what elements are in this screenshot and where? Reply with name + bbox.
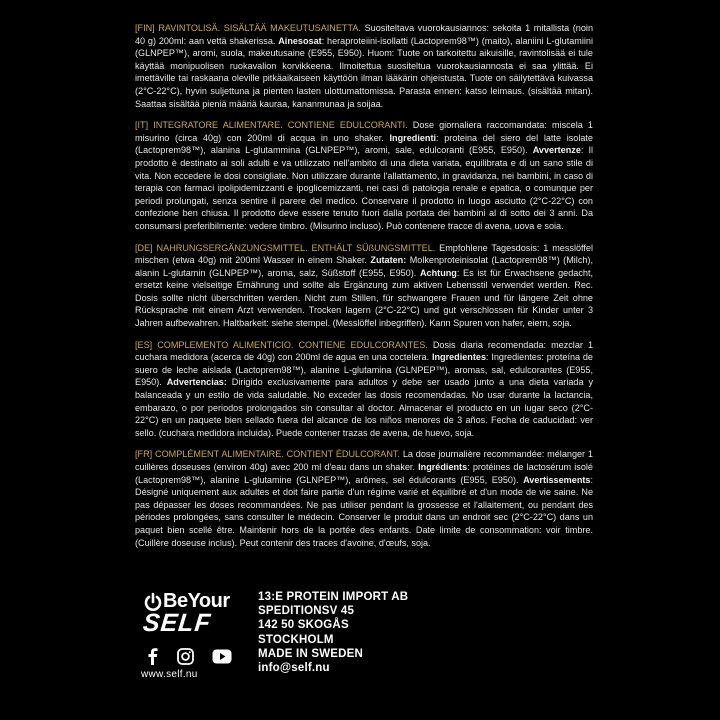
body-text: Dirigido exclusivamente para adultos y debe ser usado junto a una dieta variada y balanceada y un estilo de vida saludable. No exceder las dosis recomendadas. No usar durante la lactancia, embarazo, o por periodos prolongados sin consultar al doctor. Almacenar el producto en un lugar seco (2°C-22°C) en un paquete bien sellado fuera del alcance de los niños menores de 3 años. Fecha de caducidad: ver sello. (cuchara medidora incluida). Puede contener trazas de avena, de huevo, soja. [135,377,593,438]
bold-label: Zutaten: [370,255,407,266]
postal-code: 142 50 SKOGÅS [258,619,349,632]
address-block [258,590,408,675]
bold-label: Ingredientes [431,352,487,363]
bold-label: Achtung [419,267,457,278]
bold-label: Avvertenze [532,145,581,156]
body-text: : proteina del siero del latte isolate (Lactoprem98™), alanina L-glutammina (GLNPEP™), aromi, sale, edulcoranti (E955, E950). [135,132,593,156]
company-name: 13:E PROTEIN IMPORT AB [258,591,409,603]
section-fin [135,22,593,110]
bold-label: Avertissements [523,474,591,485]
instagram-icon[interactable] [177,648,194,665]
label-text-block [135,22,593,558]
body-text: Suositeltava vuorokausiannos: sekoita 1 mitallista (noin 40 g) 200ml: aan vettä shakerissa. [135,23,593,46]
body-text: : Il prodotto è destinato ai soli adulti e va utilizzato nell'ambito di una dieta variata, equilibrata e di un sano stile di vita. Non eccedere le dosi consigliate. Non utilizzare durante l'allattamento, in gravidanza, nei bambini, in caso di terapia con farmaci ipolipidemizzanti e ipoglicemizzanti, nei casi di patologia renale e epatica, o comunque per periodi prolungati, senza sentire il parere del medico. Conservare il prodotto in luogo asciutto (2°C-22°C) con confezione ben chiusa. Il prodotto deve essere tenuto fuori dalla portata dei bambini al di sotto dei 3 anni. Da consumarsi preferibilmente: vedere timbro. (Misurino incluso). Può contenere tracce di avena, uova e soia. [135,145,593,231]
section-es [135,339,593,440]
social-icons [147,648,241,665]
section-de [135,242,593,330]
section-heading: [ES] COMPLEMENTO ALIMENTICIO. CONTIENE EDULCORANTES. [135,339,428,350]
body-text: : heraproteiini-isollatti (Lactoprem98™) (maito), alaniini L-glutamiini (GLNPEP™), aromi, suola, makeutusaine (E955, E950). Huom: Tuote on tarkoitettu aikuisille, ravintolisää ei tule käyttää monipuolisen ruokavalion korvikkeena. Ilmoitettua suositeltua vuorokausiannosta ei saa ylittää. Ei imettäville tai raskaana oleville pitkäaikaiseen käyttöön ilman lääkärin ohjeistusta. Tuote on säilytettävä kuivassa (2°C-22°C), hyvin suljettuna ja pienten lasten ulottumattomissa. Parasta ennen: katso leimaus. (sisältää mitan). Saattaa sisältää pieniä määriä kauraa, kananmunaa ja soijaa. [135,35,593,109]
body-text: Empfohlene Tagesdosis: 1 messlöffel mischen (etwa 40g) mit 200ml Wasser in einem Shaker. [135,242,594,266]
facebook-icon[interactable] [147,648,159,665]
bold-label: Ainesosat [278,35,322,46]
website-link[interactable]: www.self.nu [141,669,198,680]
bold-label: Ingrédients [418,462,468,472]
logo-line2: SELF [141,609,213,637]
section-heading: [FIN] RAVINTOLISÄ. SISÄLTÄÄ MAKEUTUSAINETTA. [135,23,361,33]
body-text: : protéines de lactosérum isolé (Lactoprem98™), alanine L-glutamine (GLNPEP™), arômes, sel édulcorants (E955, E950). [135,462,593,485]
logo-line1: BeYour [163,590,230,612]
email-link[interactable]: info@self.nu [258,662,330,675]
youtube-icon[interactable] [212,649,232,664]
body-text: : Désigné uniquement aux adultes et doit faire partie d'un régime varié et équilibré et d'un mode de vie saine. Ne pas dépasser les doses recommandées. Ne pas utiliser pendant la grossesse et l'allaitement, ou pendant des périodes prolongées, sans consulter le médecin. Conserver le produit dans un endroit sec (2°C-22°C) dans un paquet bien scellé être. Maintenir hors de la portée des enfants. Date limite de consommation: voir timbre. (Cuillère doseuse inclus). Peut contenir des traces d'avoine, d'œufs, soja. [135,474,593,548]
country-of-origin: MADE IN SWEDEN [258,647,364,660]
body-text: Molkenproteinisolat (Lactoprem98™) (Milch), alanin L-glutamin (GLNPEP™), aroma, salz, Süßstoff (E955, E950). [135,255,593,278]
body-text: Dose giornaliera raccomandata: miscela 1 misurino (circa 40g) con 200ml di acqua in uno shaker. [135,120,593,143]
body-text: : Ingredientes: proteína de suero de leche aislada (Lactoprem98™), alanine L-glutamina (GLNPEP™), aromas, sal, edulcorantes (E955, E950). [135,352,593,388]
body-text: Dosis diaria recomendada: mezclar 1 cuchara medidora (acerca de 40g) con 200ml de agua en una coctelera. [135,339,594,363]
section-heading: [DE] NAHRUNGSERGÄNZUNGSMITTEL. ENTHÄLT SÜßUNGSMITTEL. [135,242,436,253]
bold-label: Advertencias: [166,377,227,388]
bold-label: Ingredienti [389,132,437,143]
section-fr [135,448,593,549]
city: STOCKHOLM [258,633,334,646]
brand-logo [143,590,241,680]
section-heading: [IT] INTEGRATORE ALIMENTARE. CONTIENE EDULCORANTI. [135,120,408,131]
section-it [135,119,593,232]
section-heading: [FR] COMPLÉMENT ALIMENTAIRE. CONTIENT ÉDULCORANT. [135,449,401,460]
body-text: La dose journalière recommandée: mélanger 1 cuillères doseuses (environ 40g) avec 200 ml d'eau dans un shaker. [135,449,593,472]
footer [143,590,443,680]
street-address: SPEDITIONSV 45 [258,605,355,618]
body-text: : Es ist für Erwachsene gedacht, ersetzt keine vielseitige Ernährung und sollte als Ergänzung zum aktiven Lebensstil verwendet werden. Rec. Dosis sollte nicht überschritten werden. Nicht zum Stillen, für schwangere Frauen und für längere Zeit ohne Rücksprache mit einem Arzt verwenden. Trocken lagern (2°C-22°C) und gut verschlossen für Kinder unter 3 Jahren aufbewahren. Haltbarkeit: siehe stempel. (Messlöffel inbegriffen). Kann Spuren von hafer, eiern, soja. [135,267,594,329]
